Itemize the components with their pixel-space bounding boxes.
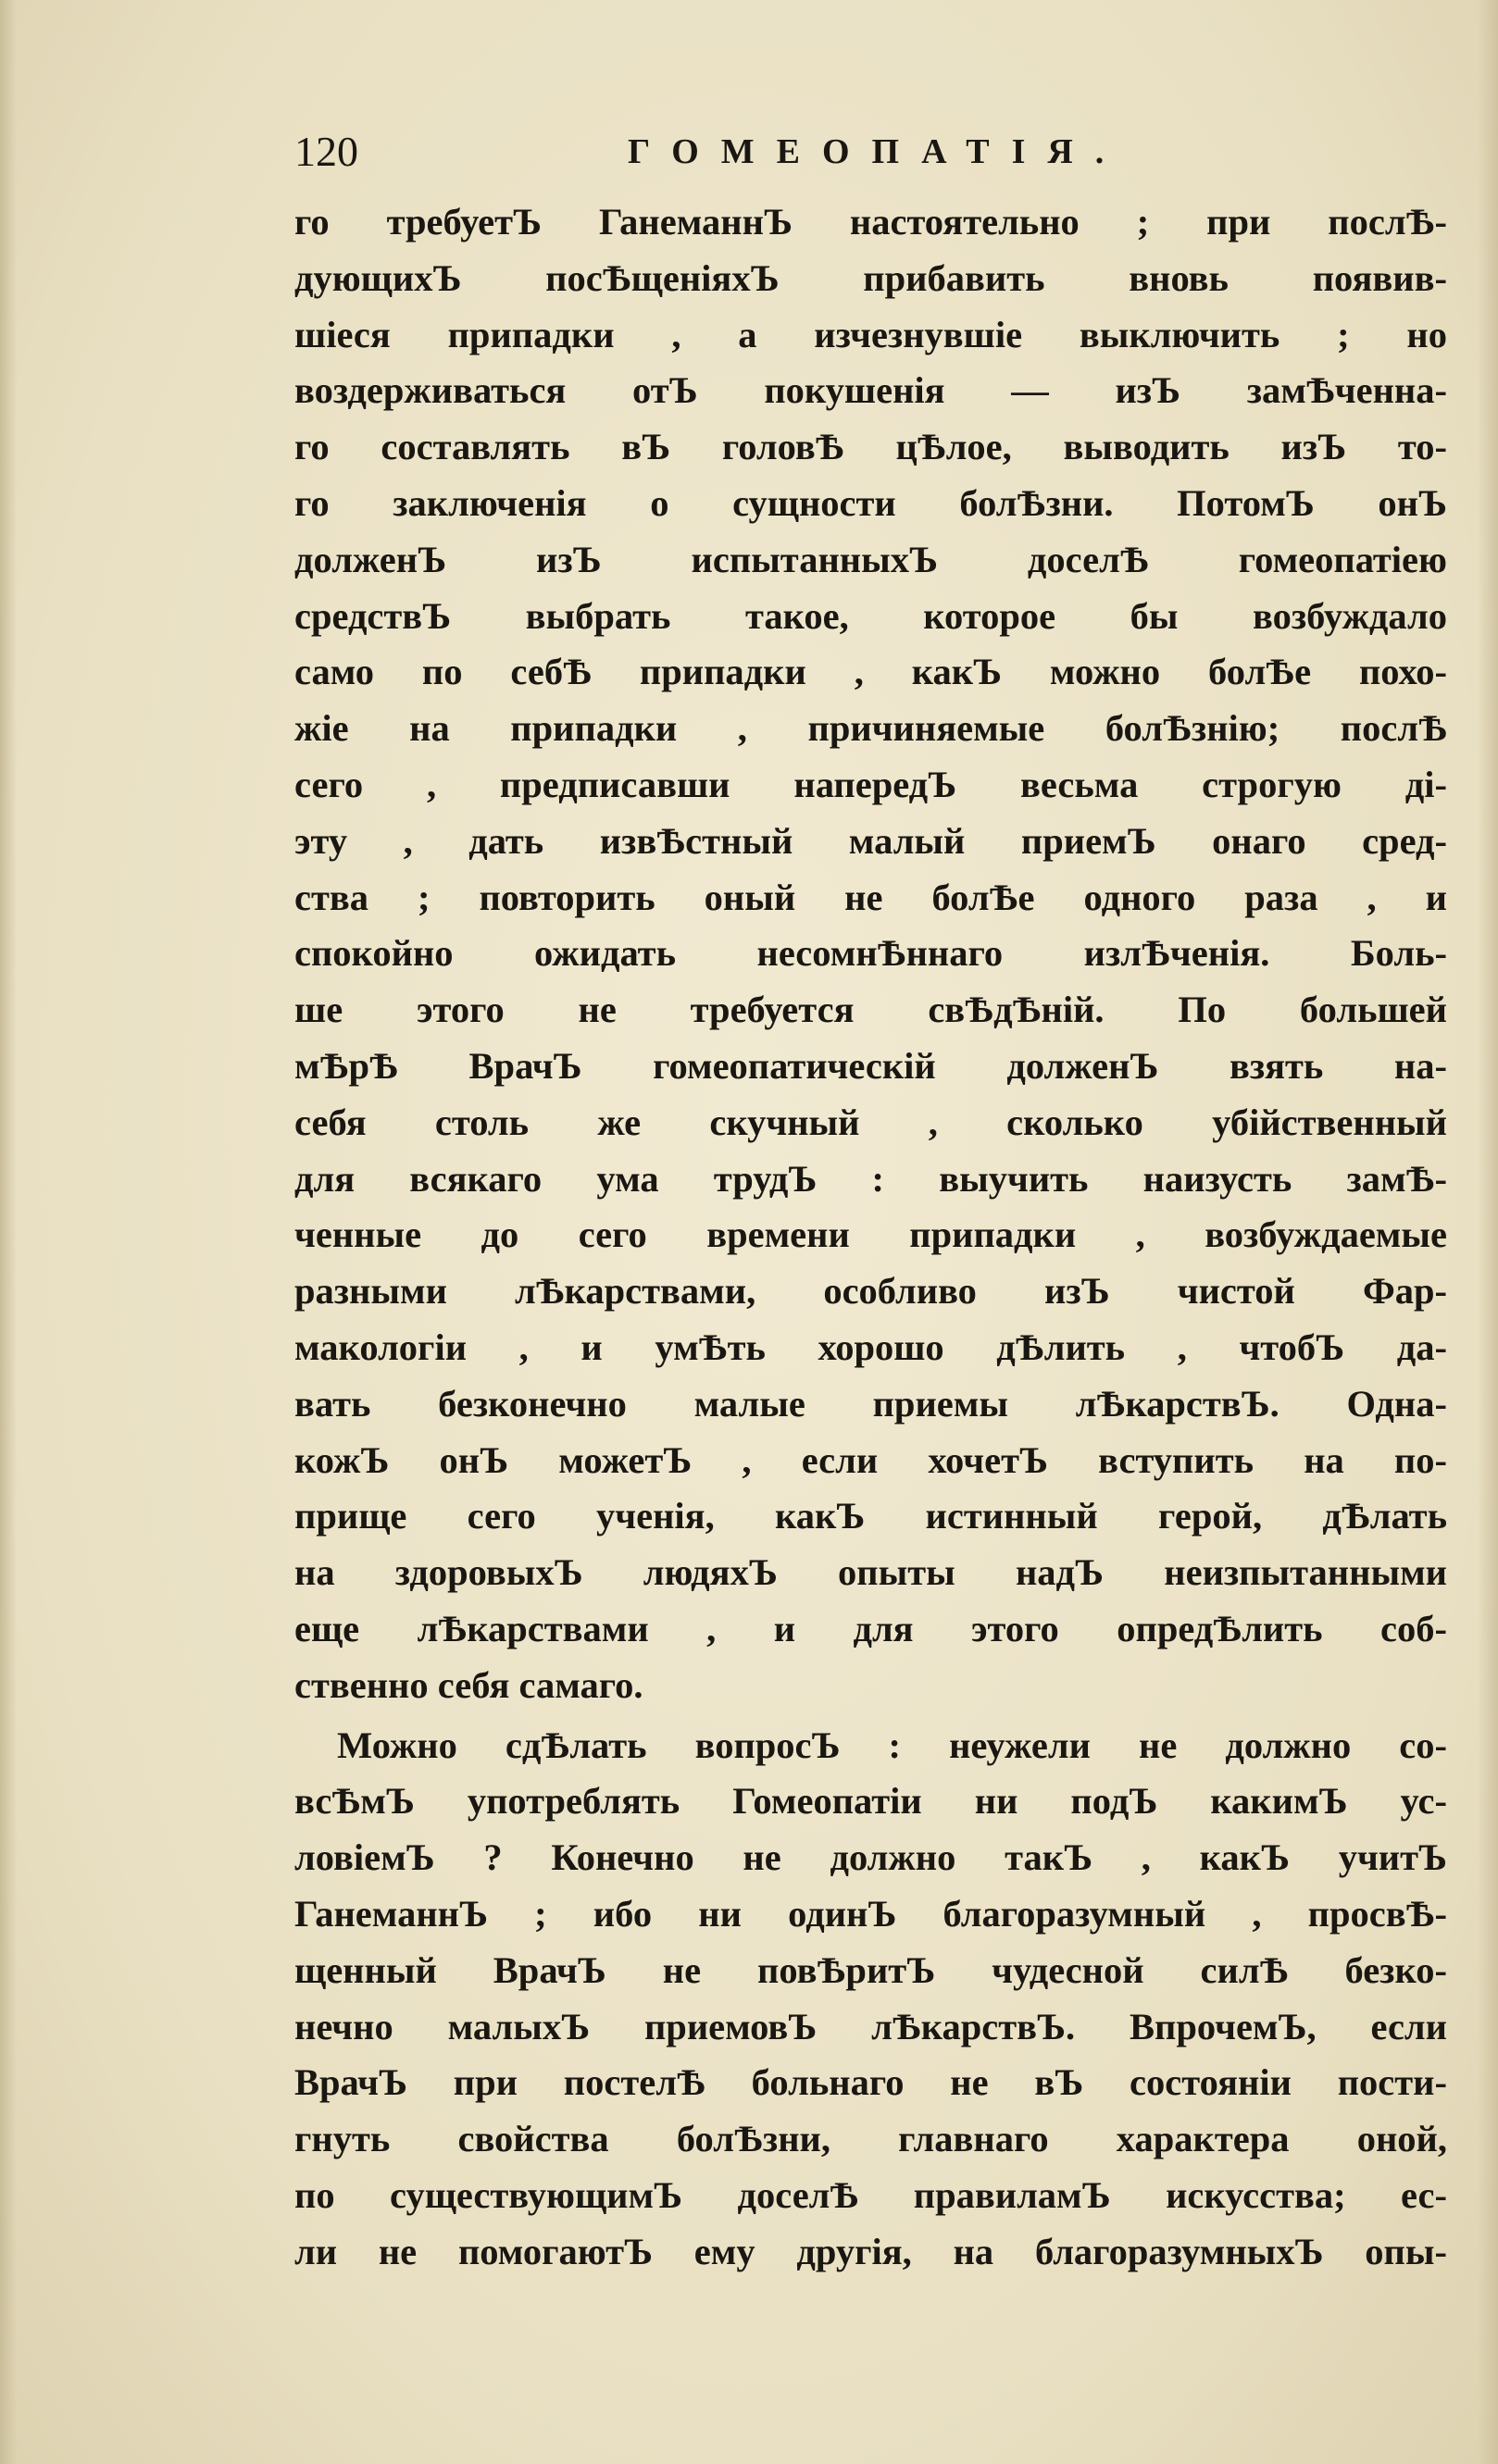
text-line: ственно себя самаго.: [294, 1663, 643, 1706]
text-line: спокойно ожидать несомнѢннаго излѢченія. Боль-: [294, 932, 1447, 975]
page-edge-right: [1478, 0, 1498, 2464]
text-line: эту , дать извѢстный малый приемЪ онаго сред-: [294, 819, 1447, 862]
text-line: по существующимЪ доселѢ правиламЪ искусства; ес-: [294, 2173, 1447, 2216]
text-line: го заключенія о сущности болѢзни. ПотомЪ онЪ: [294, 481, 1447, 524]
text-line: ВрачЪ при постелѢ больнаго не вЪ состояніи пости-: [294, 2061, 1447, 2104]
text-line: Можно сдѢлать вопросЪ : неужели не должно со-: [337, 1724, 1447, 1766]
text-line: ше этого не требуется свѢдѢній. По большей: [294, 989, 1447, 1031]
text-line: прище сего ученія, какЪ истинный герой, дѢлать: [294, 1495, 1447, 1537]
page-header: [294, 115, 1447, 189]
paragraph: [294, 1718, 1447, 2281]
text-line: макологіи , и умѢть хорошо дѢлить , чтобЪ да-: [294, 1325, 1447, 1368]
text-line: дующихЪ посѢщеніяхЪ прибавить вновь появив-: [294, 256, 1447, 299]
page-edge-left: [0, 0, 17, 2464]
text-line: кожЪ онЪ можетЪ , если хочетЪ вступить на по-: [294, 1438, 1447, 1481]
text-line: долженЪ изЪ испытанныхЪ доселѢ гомеопатіею: [294, 538, 1447, 580]
text-line: ченные до сего времени припадки , возбуждаемые: [294, 1213, 1447, 1256]
running-title: ГОМЕОПАТІЯ.: [628, 132, 1127, 171]
text-line: гнуть свойства болѢзни, главнаго характера оной,: [294, 2118, 1447, 2160]
text-line: себя столь же скучный , сколько убійственный: [294, 1101, 1447, 1143]
text-line: ловіемЪ ? Конечно не должно такЪ , какЪ учитЪ: [294, 1836, 1447, 1879]
text-line: го требуетЪ ГанеманнЪ настоятельно ; при послѢ-: [294, 201, 1447, 243]
text-line: мѢрѢ ВрачЪ гомеопатическій долженЪ взять на-: [294, 1044, 1447, 1087]
text-line: воздерживаться отЪ покушенія — изЪ замѢченна-: [294, 369, 1447, 412]
text-line: ства ; повторить оный не болѢе одного раза , и: [294, 876, 1447, 918]
text-line: всѢмЪ употреблять Гомеопатіи ни подЪ какимЪ ус-: [294, 1780, 1447, 1823]
text-line: щенный ВрачЪ не повѢритЪ чудесной силѢ безко-: [294, 1948, 1447, 1991]
text-line: еще лѢкарствами , и для этого опредѢлить соб-: [294, 1607, 1447, 1649]
text-line: на здоровыхЪ людяхЪ опыты надЪ неизпытанными: [294, 1551, 1447, 1594]
text-line: го составлять вЪ головѢ цѢлое, выводить изЪ то-: [294, 426, 1447, 468]
body-text: [294, 194, 1447, 2280]
text-line: сего , предписавши напередЪ весьма строгую ді-: [294, 763, 1447, 805]
paragraph: [294, 194, 1447, 1714]
text-line: само по себѢ припадки , какЪ можно болѢе похо-: [294, 651, 1447, 693]
text-line: ГанеманнЪ ; ибо ни одинЪ благоразумный , просвѢ-: [294, 1892, 1447, 1935]
text-line: средствЪ выбрать такое, которое бы возбуждало: [294, 594, 1447, 637]
text-line: вать безконечно малые приемы лѢкарствЪ. Одна-: [294, 1382, 1447, 1425]
text-line: для всякаго ума трудЪ : выучить наизусть замѢ-: [294, 1157, 1447, 1200]
text-line: разными лѢкарствами, особливо изЪ чистой Фар-: [294, 1270, 1447, 1313]
text-line: шіеся припадки , а изчезнувшіе выключить ; но: [294, 313, 1447, 355]
text-line: нечно малыхЪ приемовЪ лѢкарствЪ. ВпрочемЪ, если: [294, 2005, 1447, 2047]
text-line: жіе на припадки , причиняемые болѢзнію; послѢ: [294, 707, 1447, 750]
page-number: 120: [294, 128, 358, 175]
text-line: ли не помогаютЪ ему другія, на благоразумныхЪ опы-: [294, 2230, 1447, 2272]
